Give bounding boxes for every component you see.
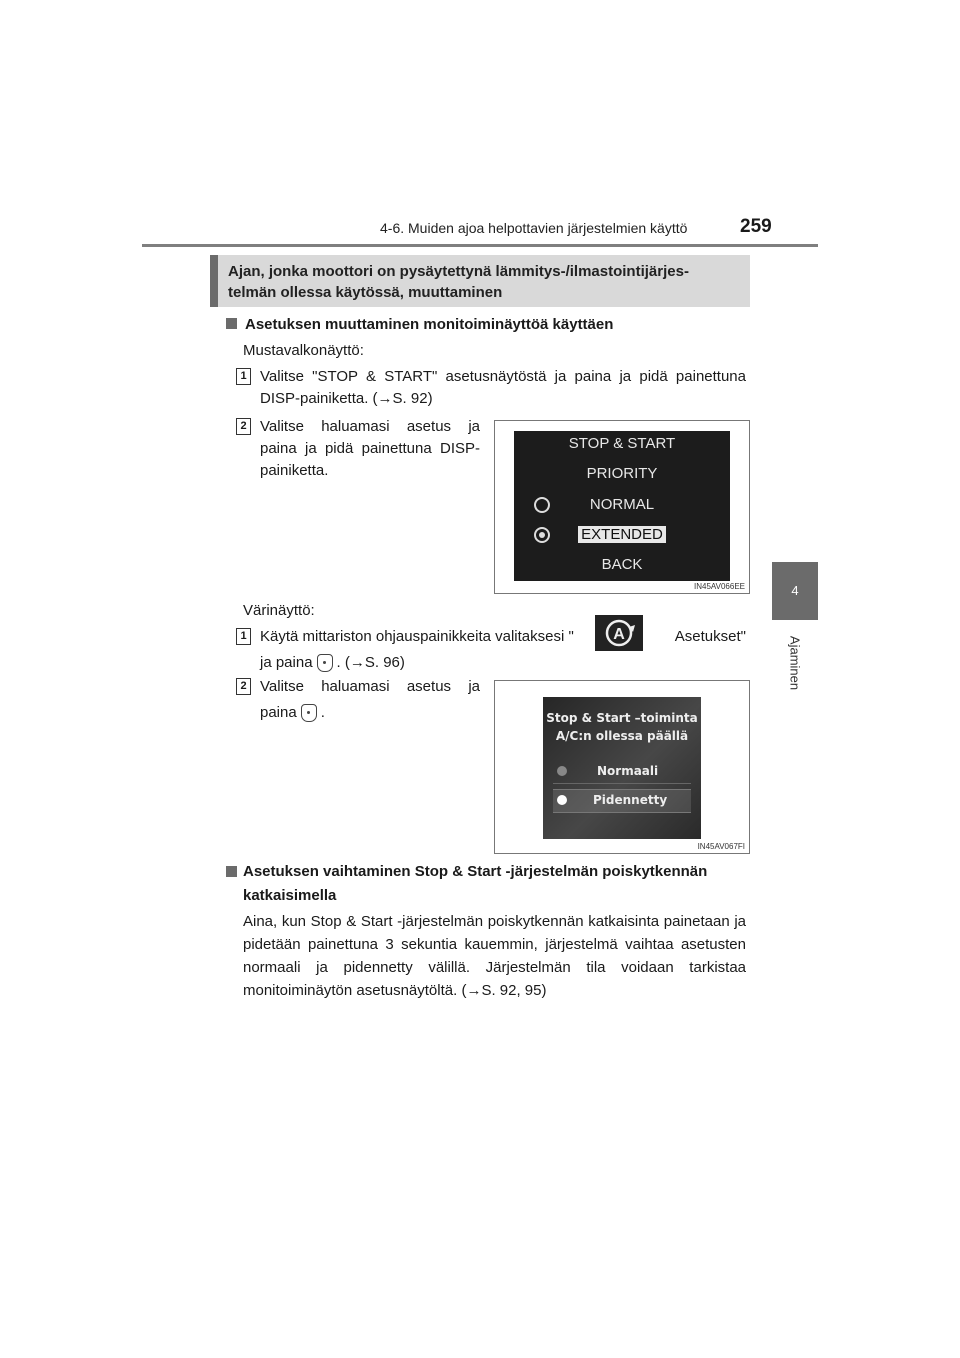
radio-empty-icon bbox=[557, 766, 567, 776]
screen-title: Stop & Start –toiminta bbox=[546, 711, 698, 725]
subsection-heading-2: Asetuksen vaihtaminen Stop & Start -järjestelmän poiskytkennän katkaisimella bbox=[226, 860, 750, 908]
radio-selected-icon bbox=[557, 795, 567, 805]
square-bullet-icon bbox=[226, 866, 237, 877]
subsection-heading-1: Asetuksen muuttaminen monitoiminäyttöä käyttäen bbox=[226, 316, 613, 333]
screen-subtitle: A/C:n ollessa päällä bbox=[555, 729, 689, 743]
subsection-body: Aina, kun Stop & Start -järjestelmän poiskytkennän katkaisinta painetaan ja pidetään painettuna 3 sekuntia kauemmin, järjestelmä vaihtaa asetusten normaali ja pidennetty välillä. Järjestelmän tila voidaan tarkistaa monitoiminäytön asetusnäytöltä. (→S. 92, 95) bbox=[243, 913, 746, 999]
step-number-1: 1 bbox=[236, 368, 251, 385]
step-number-2: 2 bbox=[236, 678, 251, 695]
chapter-tab-label: Ajaminen bbox=[787, 635, 803, 691]
chapter-tab: 4 bbox=[772, 562, 818, 620]
step-text: Valitse haluamasi asetus ja paina . bbox=[260, 678, 480, 721]
color-display-label: Värinäyttö: bbox=[243, 602, 315, 619]
step-number-1: 1 bbox=[236, 628, 251, 645]
option-row-selected bbox=[553, 789, 691, 813]
option-back: BACK bbox=[601, 556, 643, 573]
header-rule bbox=[142, 244, 818, 247]
svg-text:A: A bbox=[613, 626, 626, 643]
stop-start-settings-icon bbox=[595, 615, 643, 651]
color-display-screen bbox=[543, 697, 701, 839]
color-display-figure bbox=[494, 680, 750, 854]
option-normal: Normaali bbox=[597, 764, 659, 778]
option-row bbox=[553, 761, 691, 784]
dial-button-icon bbox=[301, 704, 317, 722]
option-extended: Pidennetty bbox=[593, 793, 668, 807]
page-number: 259 bbox=[740, 216, 772, 237]
option-normal: NORMAL bbox=[589, 496, 655, 513]
square-bullet-icon bbox=[226, 318, 237, 329]
option-extended: EXTENDED bbox=[514, 526, 730, 543]
chapter-title: 4-6. Muiden ajoa helpottavien järjestelmien käyttö bbox=[380, 220, 688, 236]
mono-display-figure bbox=[494, 420, 750, 594]
section-title: Ajan, jonka moottori on pysäytettynä lämmitys-/ilmastointijärjes- telmän ollessa käytössä, muuttaminen bbox=[210, 255, 750, 307]
mono-display-screen bbox=[514, 431, 730, 581]
step-number-2: 2 bbox=[236, 418, 251, 435]
step-text: Käytä mittariston ohjauspainikkeita valitaksesi " A Asetukset" ja paina . (→S. 96) bbox=[260, 626, 746, 674]
dial-button-icon bbox=[317, 654, 333, 672]
screen-title: STOP & START bbox=[568, 435, 676, 452]
figure-code: IN45AV066EE bbox=[694, 582, 745, 591]
step-text: Valitse "STOP & START" asetusnäytöstä ja paina ja pidä painettuna DISP-painiketta. (→S. 92) bbox=[260, 368, 746, 407]
mono-display-label: Mustavalkonäyttö: bbox=[243, 342, 364, 359]
step-text: Valitse haluamasi asetus ja paina ja pidä painettuna DISP- painiketta. bbox=[260, 418, 480, 479]
screen-subtitle: PRIORITY bbox=[586, 465, 658, 482]
figure-code: IN45AV067FI bbox=[697, 842, 745, 851]
